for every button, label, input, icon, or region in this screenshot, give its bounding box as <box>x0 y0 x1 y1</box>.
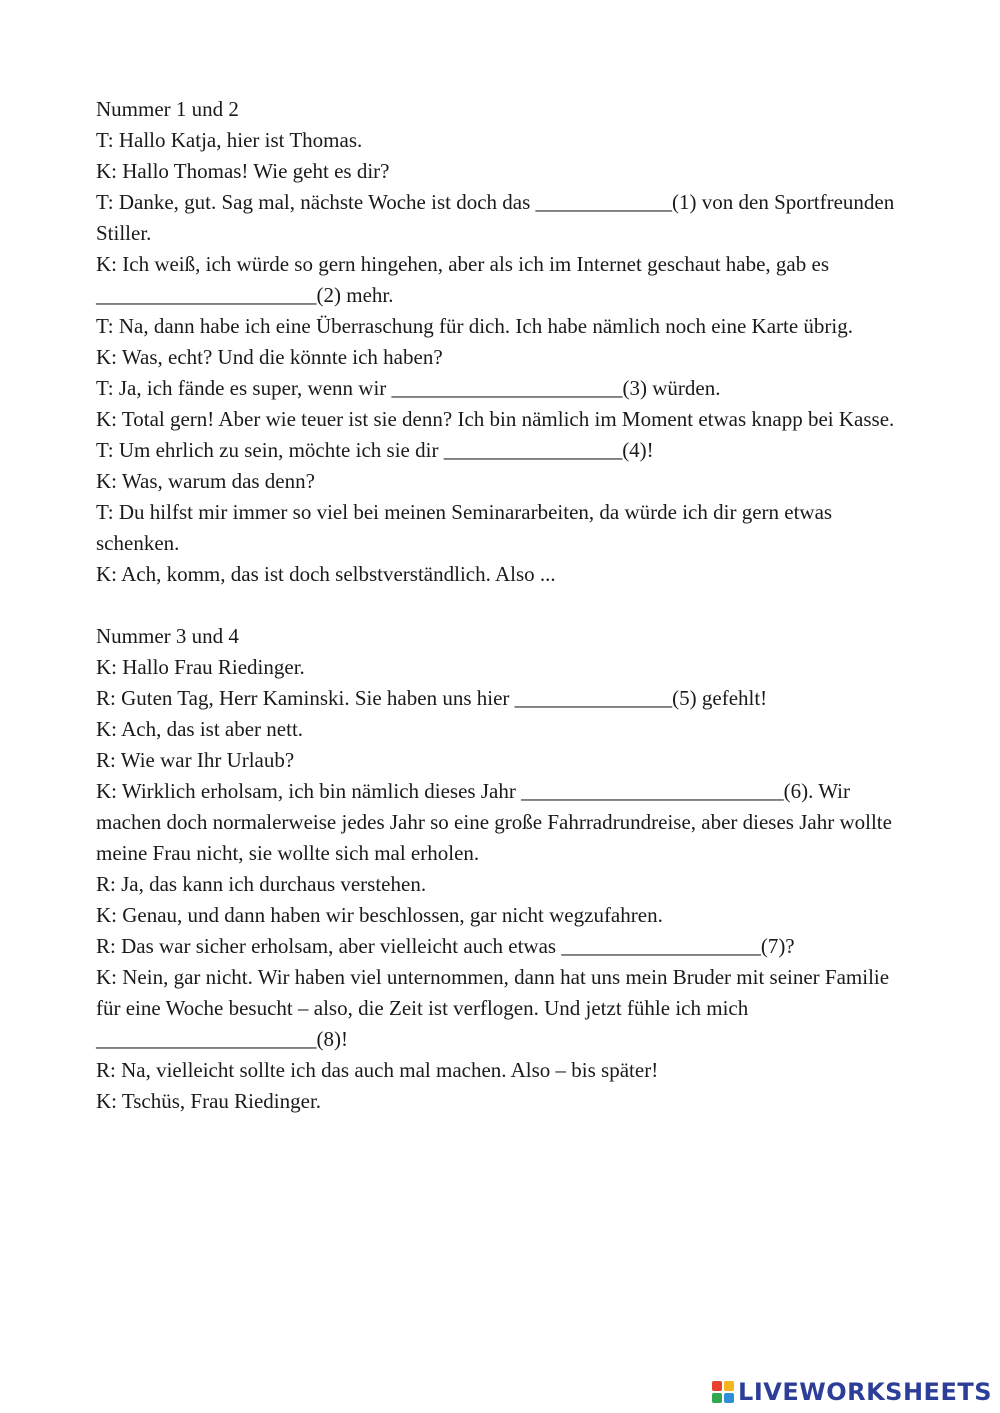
logo-block <box>712 1393 722 1403</box>
liveworksheets-logo <box>712 1377 992 1407</box>
dialogue-line: K: Genau, und dann haben wir beschlossen, gar nicht wegzufahren. <box>96 903 663 927</box>
dialogue-line: T: Um ehrlich zu sein, möchte ich sie dir _________________(4)! <box>96 438 654 462</box>
logo-block <box>712 1381 722 1391</box>
dialogue-line: T: Na, dann habe ich eine Überraschung für dich. Ich habe nämlich noch eine Karte übrig. <box>96 314 853 338</box>
dialogue-line: K: Nein, gar nicht. Wir haben viel unternommen, dann hat uns mein Bruder mit seiner Familie für eine Woche besucht – also, die Zeit ist verflogen. Und jetzt fühle ich mich _____________________(8)! <box>96 965 890 1051</box>
dialogue-line: K: Was, echt? Und die könnte ich haben? <box>96 345 443 369</box>
dialogue-line: K: Ach, das ist aber nett. <box>96 717 304 741</box>
dialogue-line: K: Ach, komm, das ist doch selbstverständlich. Also ... <box>96 562 556 586</box>
dialogue-line: T: Danke, gut. Sag mal, nächste Woche ist doch das _____________(1) von den Sportfreunden Stiller. <box>96 190 895 245</box>
dialogue-line: R: Wie war Ihr Urlaub? <box>96 748 295 772</box>
dialogue-line: R: Das war sicher erholsam, aber vielleicht auch etwas ___________________(7)? <box>96 934 795 958</box>
dialogue-line: R: Ja, das kann ich durchaus verstehen. <box>96 872 427 896</box>
dialogue-line: T: Ja, ich fände es super, wenn wir ______________________(3) würden. <box>96 376 721 400</box>
worksheet-page <box>96 94 906 1117</box>
dialogue-line: T: Hallo Katja, hier ist Thomas. <box>96 128 363 152</box>
dialogue-line: K: Hallo Thomas! Wie geht es dir? <box>96 159 390 183</box>
dialogue-line: K: Tschüs, Frau Riedinger. <box>96 1089 322 1113</box>
section-title: Nummer 3 und 4 <box>96 624 239 648</box>
dialogue-line: R: Na, vielleicht sollte ich das auch mal machen. Also – bis später! <box>96 1058 659 1082</box>
dialogue-line: T: Du hilfst mir immer so viel bei meinen Seminararbeiten, da würde ich dir gern etwas schenken. <box>96 500 833 555</box>
dialogue-line: K: Was, warum das denn? <box>96 469 315 493</box>
dialogue-line: K: Hallo Frau Riedinger. <box>96 655 305 679</box>
logo-block <box>724 1381 734 1391</box>
logo-blocks-icon <box>712 1381 734 1403</box>
dialogue-line: K: Total gern! Aber wie teuer ist sie denn? Ich bin nämlich im Moment etwas knapp bei Kasse. <box>96 407 895 431</box>
section-title: Nummer 1 und 2 <box>96 97 239 121</box>
logo-text: LIVEWORKSHEETS <box>738 1378 992 1406</box>
dialogue-line: R: Guten Tag, Herr Kaminski. Sie haben uns hier _______________(5) gefehlt! <box>96 686 768 710</box>
dialogue-line: K: Wirklich erholsam, ich bin nämlich dieses Jahr _________________________(6). Wir machen doch normalerweise jedes Jahr so eine große Fahrradrundreise, aber dieses Jahr wollte meine Frau nicht, sie wollte sich mal erholen. <box>96 779 892 865</box>
dialogue-line: K: Ich weiß, ich würde so gern hingehen, aber als ich im Internet geschaut habe, gab es _____________________(2) mehr. <box>96 252 829 307</box>
section-spacer <box>96 590 906 621</box>
logo-block <box>724 1393 734 1403</box>
